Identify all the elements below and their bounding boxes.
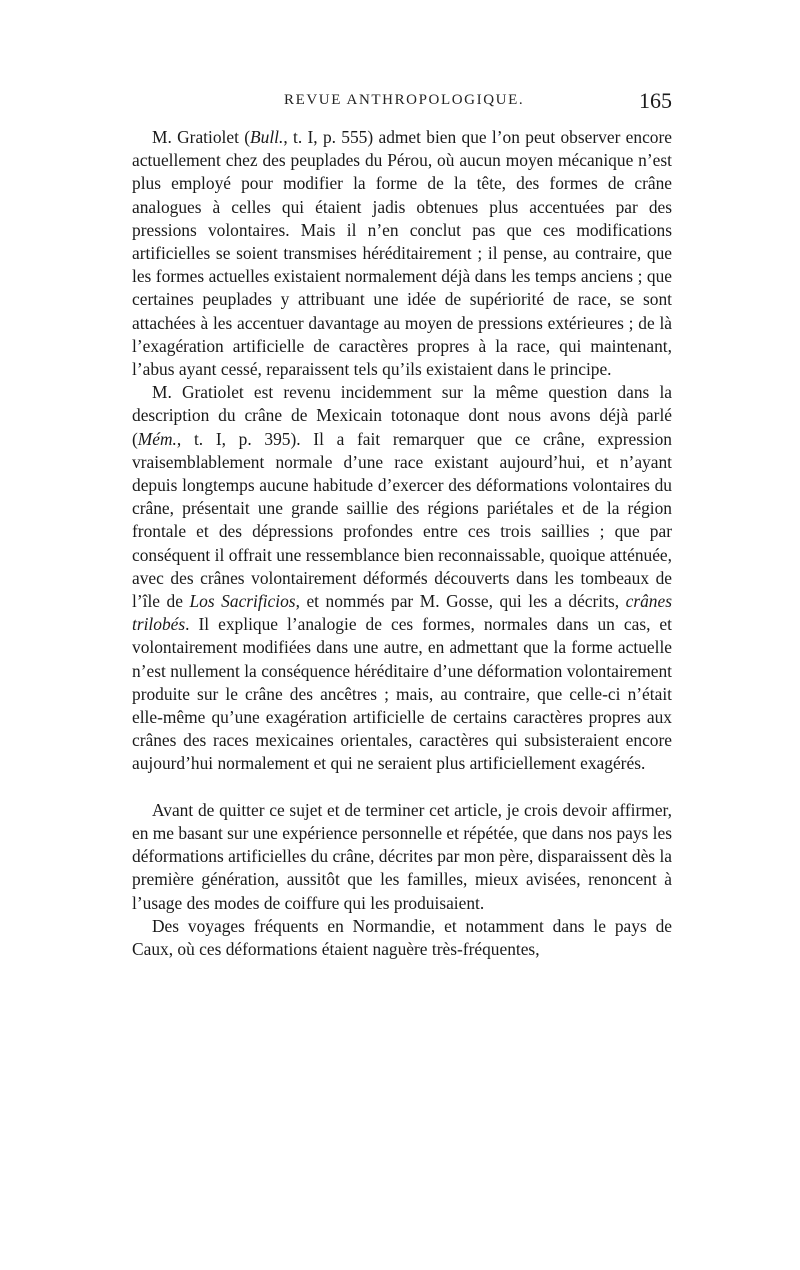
body-text	[132, 126, 672, 961]
text-run: M. Gratiolet est revenu incidemment sur la même question dans la description du crâne de Mexicain totonaque dont nous avons déjà parlé (	[132, 382, 672, 449]
italic-text: crânes trilobés	[132, 591, 672, 635]
paragraph	[132, 381, 672, 775]
text-run: , et nommés par M. Gosse, qui les a décrits,	[295, 591, 626, 612]
italic-text: Bull.	[250, 127, 284, 147]
paragraph	[132, 915, 672, 961]
text-run: . Il explique l’analogie de ces formes, normales dans un cas, et volontairement modifiées dans une autre, en admettant que la forme actuelle n’est nullement la conséquence héréditaire d’une déformation volontairement produite sur le crâne des ancêtres ; mais, au contraire, que celle-ci n’était elle-même qu’une exagération artificielle de certains caractères propres aux crânes des races mexicaines orientales, caractères qui subsisteraient encore aujourd’hui normalement et qui ne seraient plus artificiellement exagérés.	[132, 614, 672, 774]
italic-text: Mém.	[137, 428, 177, 449]
text-run: Des voyages fréquents en Normandie, et notamment dans le pays de Caux, où ces déformations étaient naguère très-fréquentes,	[132, 915, 672, 959]
text-run: Avant de quitter ce sujet et de terminer cet article, je crois devoir affirmer, en me basant sur une expérience personnelle et répétée, que dans nos pays les déformations artificielles du crâne, décrites par mon père, disparaissent dès la première génération, aussitôt que les familles, mieux avisées, renoncent à l’usage des modes de coiffure qui les produisaient.	[132, 799, 672, 913]
paragraph	[132, 126, 672, 381]
text-run: , t. I, p. 555) admet bien que l’on peut observer encore actuellement chez des peuplades du Pérou, où aucun moyen mécanique n’est plus employé pour modifier la forme de la tête, des formes de crâne analogues à celles qui étaient jadis obtenues plus accentuées par des pressions volontaires. Mais il n’en conclut pas que ces modifications artificielles se soient transmises héréditairement ; il pense, au contraire, que les formes actuelles existaient normalement déjà dans les temps anciens ; que certaines peuplades y attribuant une idée de supériorité de race, se sont attachées à les accentuer davantage au moyen de pressions extérieures ; de là l’exagération artificielle de caractères propres à la race, qui maintenant, l’abus ayant cessé, reparaissent tels qu’ils existaient dans le principe.	[132, 127, 673, 380]
italic-text: Los Sacrificios	[189, 591, 296, 612]
paragraph	[132, 799, 672, 915]
running-title: REVUE ANTHROPOLOGIQUE.	[284, 92, 525, 108]
page-number: 165	[639, 88, 672, 113]
running-head	[132, 90, 672, 116]
text-run: , t. I, p. 395). Il a fait remarquer que ce crâne, expression vraisemblablement normale d’une race existant aujourd’hui, et n’ayant depuis longtemps aucune habitude d’exercer des déformations volontaires du crâne, présentait une grande saillie des régions pariétales et de la région frontale et des dépressions profondes entre ces trois saillies ; que par conséquent il offrait une ressemblance bien reconnaissable, quoique atténuée, avec des crânes volontairement déformés découverts dans les tombeaux de l’île de	[132, 428, 672, 612]
text-run: M. Gratiolet (	[152, 127, 251, 147]
